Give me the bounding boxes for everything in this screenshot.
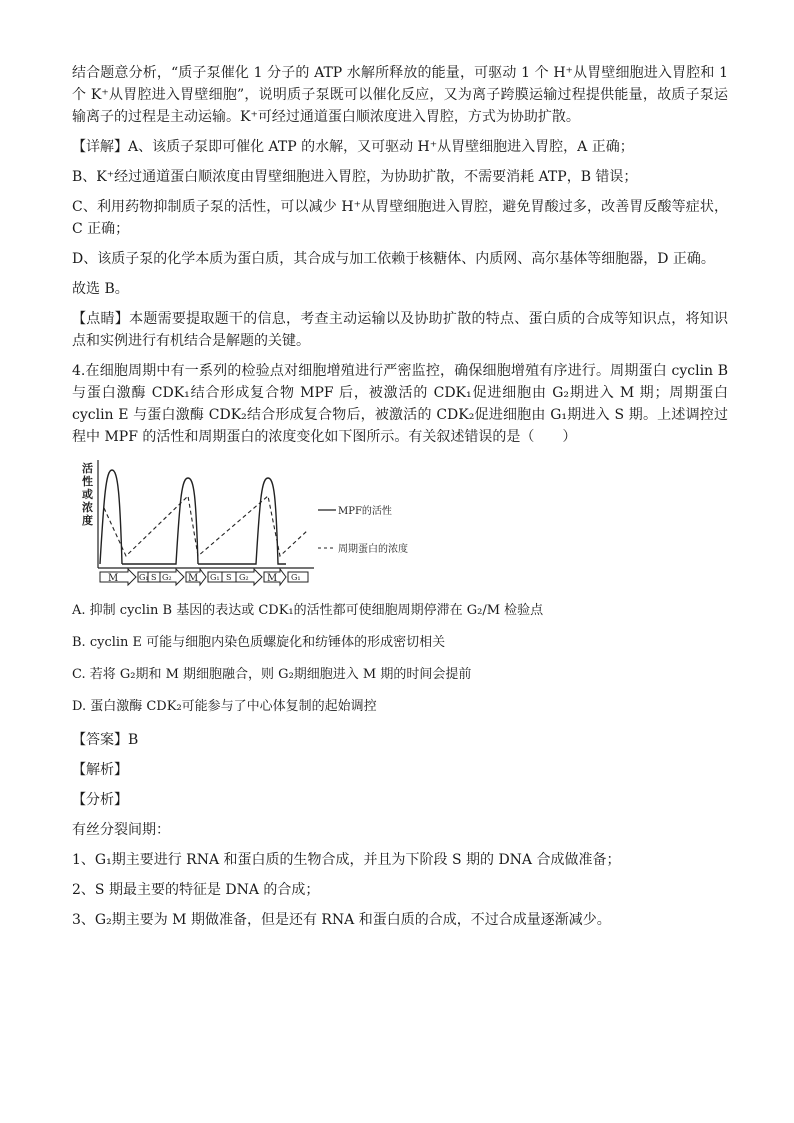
analysis-paragraph: 结合题意分析，“质子泵催化 1 分子的 ATP 水解所释放的能量，可驱动 1 个 H⁺从胃壁细胞进入胃腔和 1 个 K⁺从胃腔进入胃壁细胞”，说明质子泵既可以催化反应，又为离子跨膜运输过程提供能量，故质子泵运输离子的过程是主动运输。K⁺可经过通道蛋白顺浓度进入胃腔，方式为协助扩散。 bbox=[72, 65, 728, 125]
phase-label: G₂ bbox=[239, 573, 249, 582]
y-label-char: 浓 bbox=[82, 501, 93, 514]
phase-label: M bbox=[188, 573, 199, 584]
cell-cycle-figure bbox=[76, 456, 436, 591]
option-c: C. 若将 G₂期和 M 期细胞融合，则 G₂期细胞进入 M 期的时间会提前 bbox=[72, 667, 472, 682]
phase-label: G₁ bbox=[139, 573, 149, 582]
y-label-char: 度 bbox=[82, 514, 93, 527]
detail-paragraph-c: C、利用药物抑制质子泵的活性，可以减少 H⁺从胃壁细胞进入胃腔，避免胃酸过多，改善胃反酸等症状，C 正确； bbox=[72, 199, 728, 237]
document-page bbox=[72, 62, 728, 939]
answer-choice: 故选 B。 bbox=[72, 281, 129, 297]
y-label-char: 或 bbox=[82, 488, 93, 501]
phase-label: M bbox=[267, 573, 278, 584]
phase-label: M bbox=[108, 573, 119, 584]
analysis-heading: 【解析】 bbox=[72, 762, 128, 778]
phase-label: G₁ bbox=[210, 573, 220, 582]
interphase-item-1: 1、G₁期主要进行 RNA 和蛋白质的生物合成，并且为下阶段 S 期的 DNA 合成做准备； bbox=[72, 852, 621, 868]
phase-label: S bbox=[151, 573, 157, 582]
interphase-item-3: 3、G₂期主要为 M 期做准备，但是还有 RNA 和蛋白质的合成，不过合成量逐渐减少。 bbox=[72, 912, 611, 928]
option-d: D. 蛋白激酶 CDK₂可能参与了中心体复制的起始调控 bbox=[72, 699, 377, 714]
detail-paragraph-d: D、该质子泵的化学本质为蛋白质，其合成与加工依赖于核糖体、内质网、高尔基体等细胞器，D 正确。 bbox=[72, 251, 715, 267]
legend-mpf-label: MPF的活性 bbox=[338, 506, 392, 517]
phase-label: G₂ bbox=[162, 573, 172, 582]
interphase-item-2: 2、S 期最主要的特征是 DNA 的合成； bbox=[72, 882, 320, 898]
fenxi-heading: 【分析】 bbox=[72, 792, 128, 808]
option-b: B. cyclin E 可能与细胞内染色质螺旋化和纺锤体的形成密切相关 bbox=[72, 635, 446, 650]
answer-line: 【答案】B bbox=[72, 732, 139, 748]
question-4-stem: 4.在细胞周期中有一系列的检验点对细胞增殖进行严密监控，确保细胞增殖有序进行。周期蛋白 cyclin B 与蛋白激酶 CDK₁结合形成复合物 MPF 后，被激活的 CDK₁促进细胞由 G₂期进入 M 期；周期蛋白 cyclin E 与蛋白激酶 CDK₂结合形成复合物后，被激活的 CDK₂促进细胞由 G₁期进入 S 期。上述调控过程中 MPF 的活性和周期蛋白的浓度变化如下图所示。有关叙述错误的是（ ） bbox=[72, 363, 728, 445]
comment-paragraph: 【点睛】本题需要提取题干的信息，考查主动运输以及协助扩散的特点、蛋白质的合成等知识点，将知识点和实例进行有机结合是解题的关键。 bbox=[72, 311, 728, 349]
y-label-char: 性 bbox=[82, 475, 93, 488]
mpf-activity-curve bbox=[100, 470, 286, 564]
legend-cyclin-label: 周期蛋白的浓度 bbox=[338, 544, 408, 555]
cell-cycle-diagram bbox=[76, 456, 436, 591]
phase-label: S bbox=[226, 573, 232, 582]
phase-label: G₁ bbox=[291, 573, 301, 582]
detail-paragraph-a: 【详解】A、该质子泵即可催化 ATP 的水解，又可驱动 H⁺从胃壁细胞进入胃腔，A 正确； bbox=[72, 139, 634, 155]
option-a: A. 抑制 cyclin B 基因的表达或 CDK₁的活性都可使细胞周期停滞在 G₂/M 检验点 bbox=[72, 603, 544, 618]
y-label-char: 活 bbox=[82, 462, 93, 475]
detail-paragraph-b: B、K⁺经过通道蛋白顺浓度由胃壁细胞进入胃腔，为协助扩散，不需要消耗 ATP，B 错误； bbox=[72, 169, 638, 185]
interphase-heading: 有丝分裂间期： bbox=[72, 822, 170, 838]
